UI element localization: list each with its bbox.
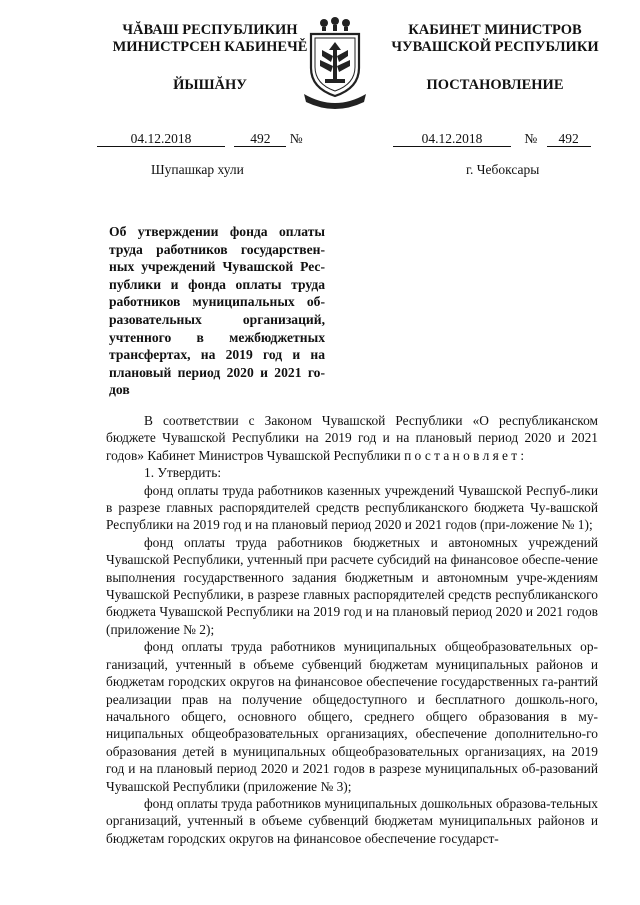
left-number: 492	[234, 132, 286, 147]
intro-paragraph	[106, 412, 598, 464]
left-date: 04.12.2018	[97, 132, 225, 147]
right-no-sign: №	[524, 131, 538, 146]
right-date-number-row	[393, 131, 591, 147]
item-1: 1. Утвердить:	[144, 465, 222, 481]
right-number: 492	[547, 132, 591, 147]
right-doc-type: ПОСТАНОВЛЕНИЕ	[426, 77, 564, 93]
right-org-line2: ЧУВАШСКОЙ РЕСПУБЛИКИ	[391, 39, 599, 55]
left-doc-type: ЙЫШĂНУ	[173, 77, 247, 93]
city-left: Шупашкар хули	[151, 162, 244, 177]
document-subject: Об утверждении фонда оплаты труда работников государствен-ных учреждений Чувашской Рес-публики и фонда оплаты труда работников муниципальных об-разовательных организаций, учтенного в межбюджетных трансфертах, на 2019 год и на плановый период 2020 и 2021 го-дов	[109, 224, 325, 398]
paragraph-3: фонд оплаты труда работников муниципальных общеобразовательных ор-ганизаций, учтенный в объеме субвенций бюджетам муниципальных районов и бюджетам городских округов на финансовое обеспечение государственных га-рантий реализации прав на получение общедоступного и бесплатного дошколь-ного, начального общего, основного общего, среднего общего образования в му-ниципальных общеобразовательных организациях, обеспечение дополнительно-го образования детей в муниципальных общеобразовательных организациях, на 2019 год и на плановый период 2020 и 2021 годов в разрезе муниципальных об-разований Чувашской Республики (приложение № 3);	[106, 639, 598, 794]
paragraph-4: фонд оплаты труда работников муниципальных дошкольных образова-тельных организаций, учтенный в объеме субвенций бюджетам муниципальных районов и бюджетам городских округов на финансовое обеспечение государст-	[106, 795, 598, 846]
header-right	[386, 22, 604, 94]
city-right: г. Чебоксары	[466, 162, 540, 177]
decree-word: постановляет:	[404, 447, 528, 463]
coat-of-arms-icon	[298, 16, 372, 114]
intro-text: В соответствии с Законом Чувашской Республики «О республиканском бюджете Чувашской Республики на 2019 год и на плановый период 2020 и 2021 годов» Кабинет Министров Чувашской Республики	[106, 413, 598, 463]
right-org-line1: КАБИНЕТ МИНИСТРОВ	[408, 22, 582, 38]
right-date: 04.12.2018	[393, 132, 511, 147]
left-org-line2: МИНИСТРСЕН КАБИНЕЧĚ	[112, 39, 308, 55]
header-left	[95, 22, 325, 94]
document-body	[106, 412, 598, 847]
left-no-sign: №	[289, 131, 303, 146]
paragraph-1: фонд оплаты труда работников казенных учреждений Чувашской Респуб-лики в разрезе главных распорядителей средств республиканского бюджета Чу-вашской Республики на 2019 год и на плановый период 2020 и 2021 годов (при-ложение № 1);	[106, 482, 598, 533]
paragraph-2: фонд оплаты труда работников бюджетных и автономных учреждений Чувашской Республики, учтенный при расчете субсидий на финансовое обеспе-чение выполнения государственного задания бюджетным и автономным учре-ждениям Чувашской Республики, в разрезе главных распорядителей средств республиканского бюджета Чувашской Республики на 2019 год и на плановый период 2020 и 2021 годов (приложение № 2);	[106, 534, 598, 637]
left-org-line1: ЧĂВАШ РЕСПУБЛИКИН	[122, 22, 298, 38]
left-date-number-row	[97, 131, 303, 147]
